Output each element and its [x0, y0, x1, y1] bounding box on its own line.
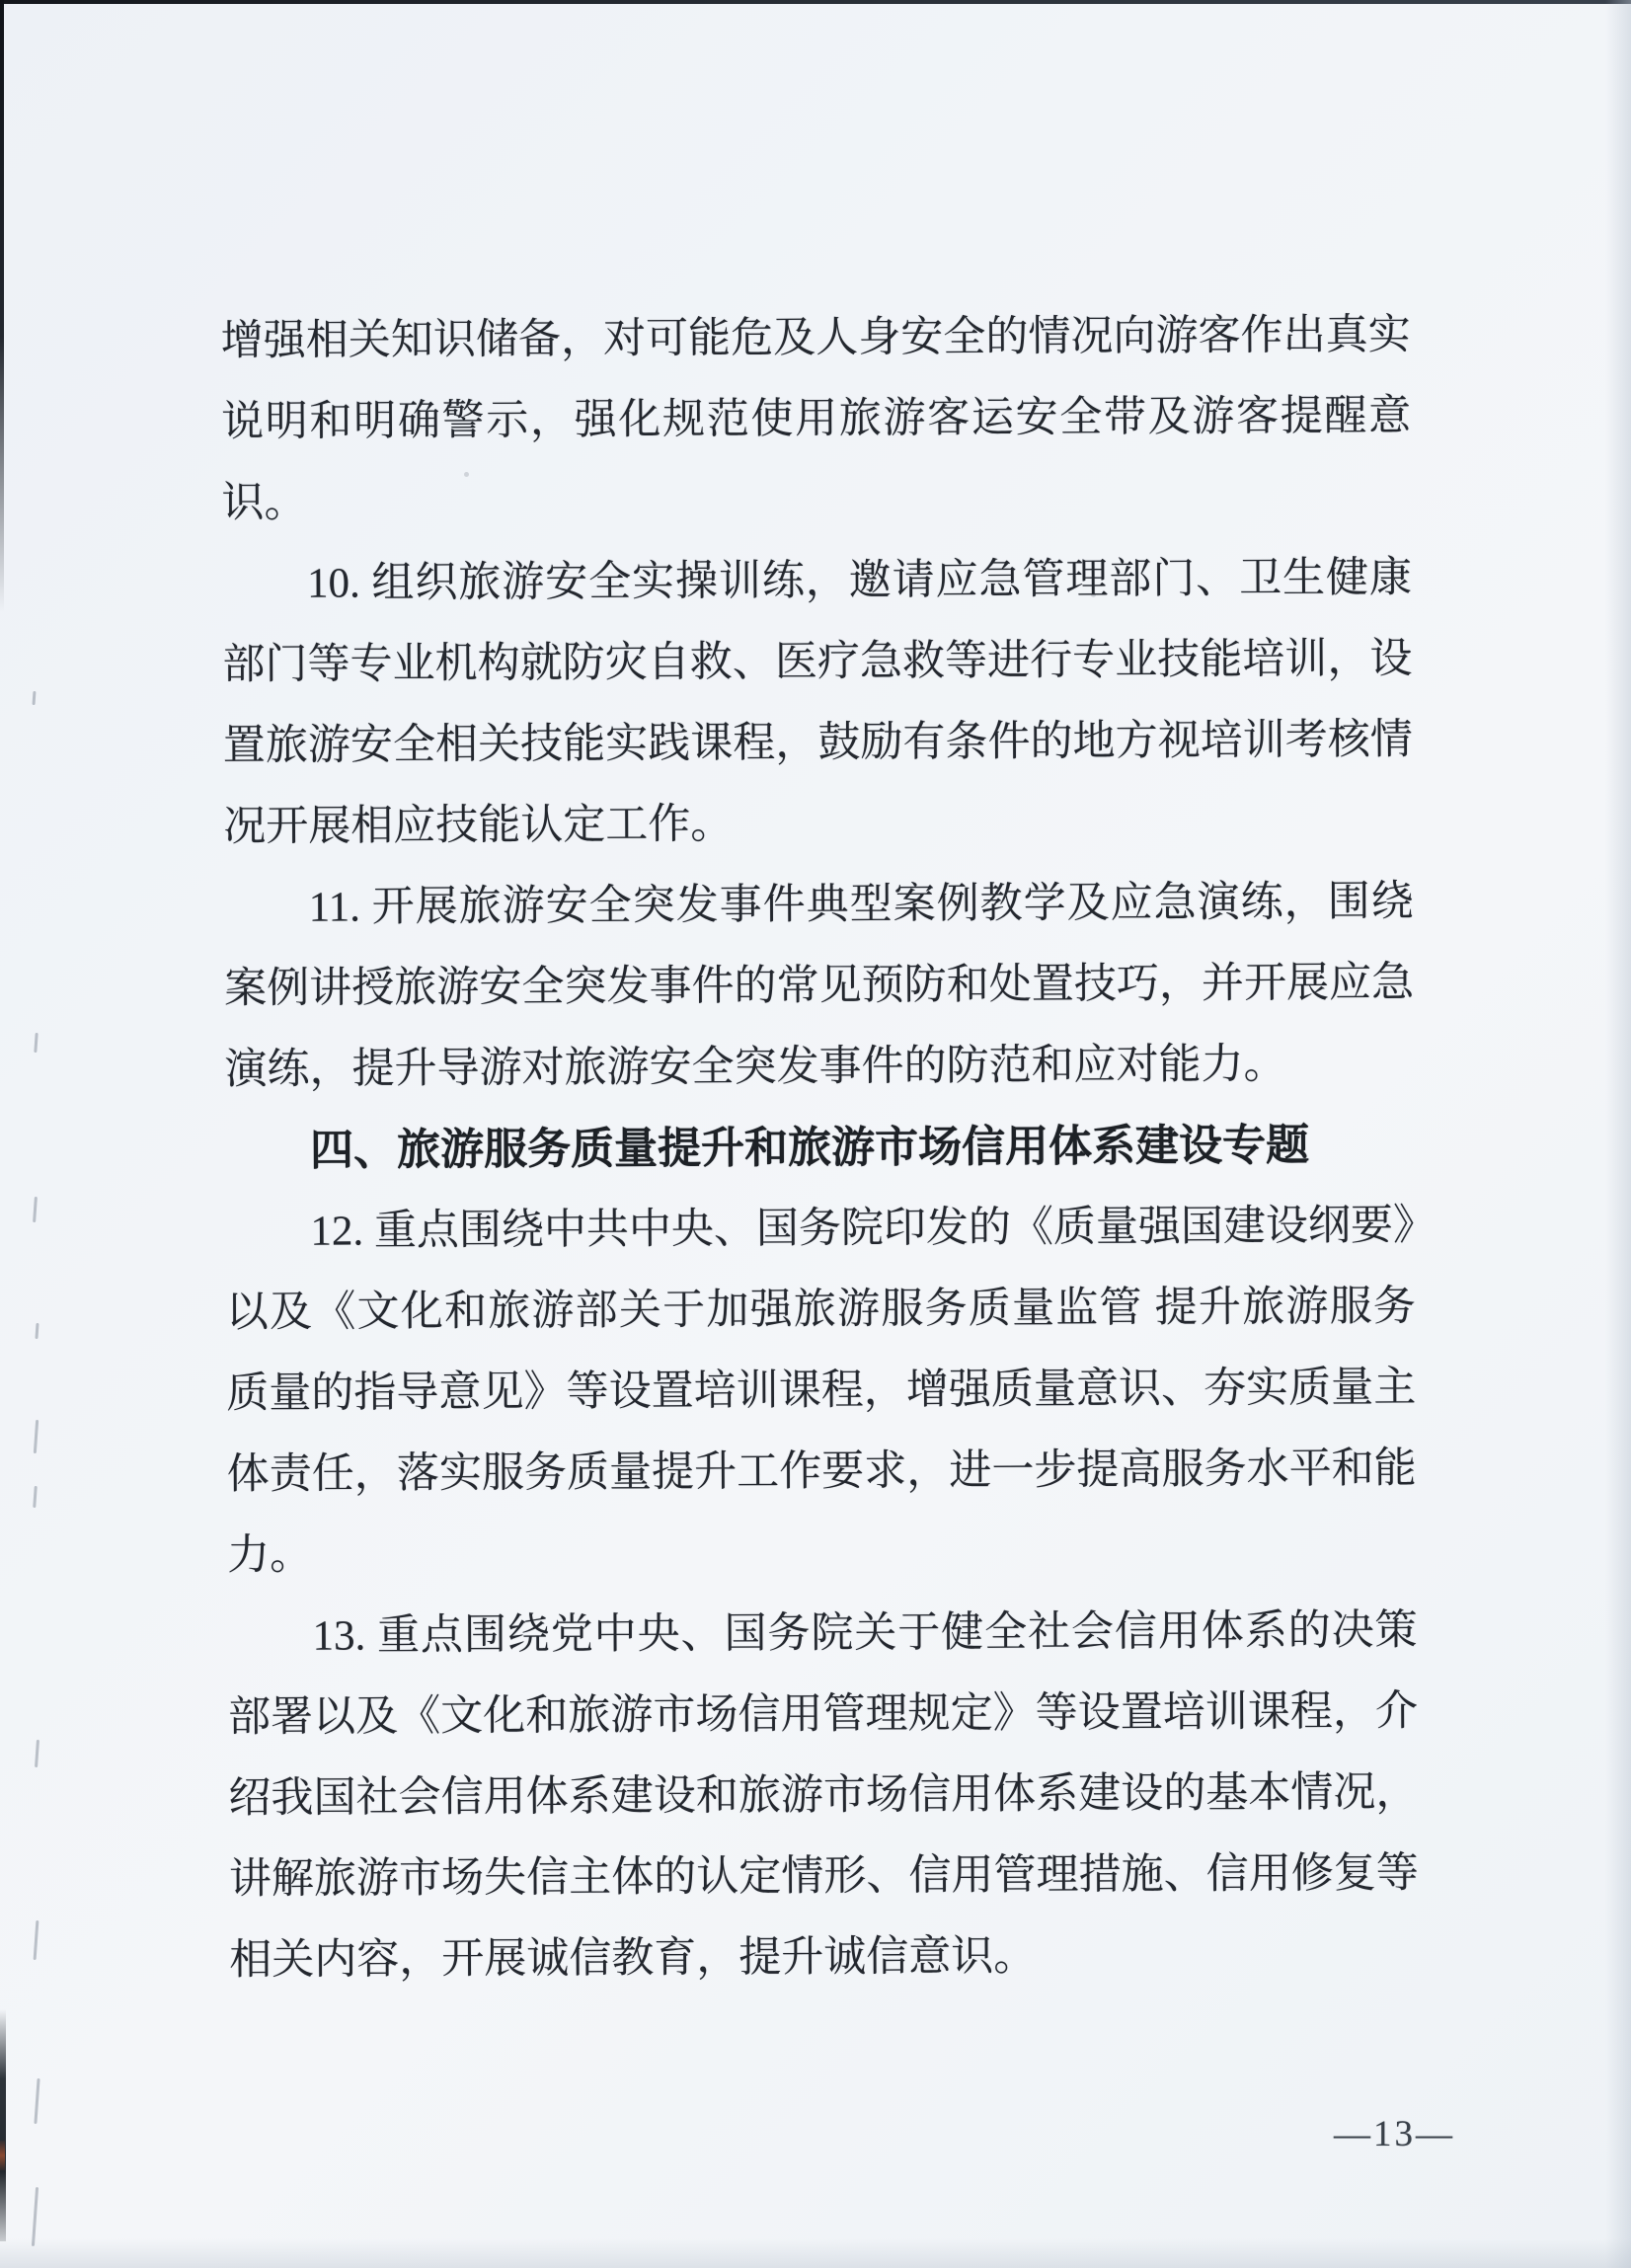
text-line: 部门等专业机构就防灾自救、医疗急救等进行专业技能培训，设 — [222, 635, 1413, 689]
scan-edge-left-bottom — [0, 2009, 6, 2241]
scan-edge-top — [0, 0, 1631, 4]
text-line: 以及《文化和旅游部关于加强旅游服务质量监管 提升旅游服务 — [225, 1283, 1416, 1337]
scan-dust-mark — [33, 1486, 38, 1508]
text-line: 况开展相应技能认定工作。 — [223, 801, 734, 851]
text-line: 11. 开展旅游安全突发事件典型案例教学及应急演练，围绕 — [308, 878, 1414, 931]
scan-dust-mark — [34, 1033, 38, 1053]
page-number: —13— — [1334, 2114, 1455, 2154]
scan-dust-mark — [35, 1323, 39, 1339]
text-line: 绍我国社会信用体系建设和旅游市场信用体系建设的基本情况， — [228, 1768, 1419, 1823]
text-line: 说明和明确警示，强化规范使用旅游客运安全带及游客提醒意 — [221, 392, 1412, 446]
document-body — [220, 295, 1437, 2001]
text-line: 力。 — [227, 1531, 313, 1580]
scan-edge-left-top — [0, 0, 4, 612]
scan-dust-mark — [33, 1197, 38, 1222]
text-line: 12. 重点围绕中共中央、国务院印发的《质量强国建设纲要》 — [310, 1202, 1437, 1255]
text-line: 体责任，落实服务质量提升工作要求，进一步提高服务水平和能 — [226, 1445, 1417, 1499]
scan-dust-mark — [34, 1920, 39, 1960]
scan-right-shade — [1605, 0, 1631, 2268]
scan-red-mark — [0, 2141, 5, 2170]
text-line: 13. 重点围绕党中央、国务院关于健全社会信用体系的决策 — [312, 1606, 1418, 1660]
text-line: 识。 — [221, 479, 307, 527]
scan-dust-mark — [34, 1420, 39, 1453]
text-line: 10. 组织旅游安全实操训练，邀请应急管理部门、卫生健康 — [306, 554, 1413, 607]
text-line: 相关内容，开展诚信教育，提升诚信意识。 — [229, 1932, 1037, 1985]
scan-dust-mark — [33, 691, 37, 705]
text-line: 增强相关知识储备，对可能危及人身安全的情况向游客作出真实 — [220, 311, 1411, 365]
text-line: 部署以及《文化和旅游市场信用管理规定》等设置培训课程，介 — [227, 1687, 1419, 1742]
text-line: 案例讲授旅游安全突发事件的常见预防和处置技巧，并开展应急 — [224, 959, 1415, 1013]
text-line: 讲解旅游市场失信主体的认定情形、信用管理措施、信用修复等 — [228, 1849, 1419, 1904]
scan-dust-mark — [35, 1740, 39, 1767]
section-heading: 四、旅游服务质量提升和旅游市场信用体系建设专题 — [309, 1121, 1310, 1175]
scan-bottom-shade — [0, 2238, 1631, 2268]
text-line: 演练，提升导游对旅游安全突发事件的防范和应对能力。 — [224, 1041, 1286, 1094]
text-line: 质量的指导意见》等设置培训课程，增强质量意识、夯实质量主 — [226, 1364, 1417, 1418]
text-line: 置旅游安全相关技能实践课程，鼓励有条件的地方视培训考核情 — [222, 716, 1413, 770]
scan-dust-mark — [34, 2078, 39, 2124]
